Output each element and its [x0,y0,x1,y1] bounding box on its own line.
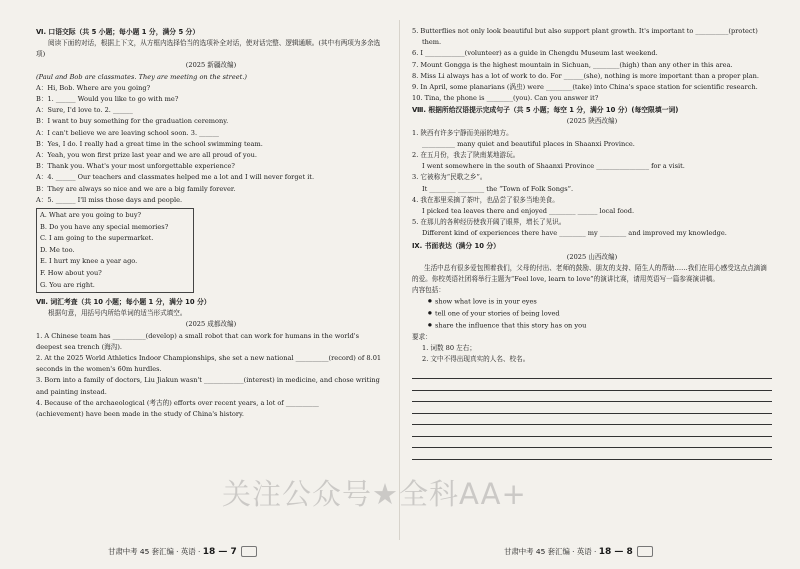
section-9-title: Ⅸ. 书面表达（满分 10 分） [412,241,500,250]
content-label: 内容包括： [412,286,445,295]
section-6-instructions: 阅读下面的对话，根据上下文，从方框内选择恰当的选项补全对话，使对话完整、逻辑通顺。(其中有两项为多余选项) [36,39,381,59]
question-10: 10. Tina, the phone is ________(you). Can you answer it? [412,94,599,103]
footer-title: 甘肃中考 45 套汇编 · 英语 · [108,546,201,556]
writing-line[interactable] [412,379,772,391]
section-8-title: Ⅷ. 根据所给汉语提示完成句子（共 5 小题；每空 1 分，满分 10 分）(每空限填一词) [412,106,679,115]
watermark-text: 关注公众号★全科AA+ [222,477,527,511]
section-7-title: Ⅶ. 词汇考查（共 10 小题；每小题 1 分，满分 10 分） [36,298,211,307]
section-6-title: Ⅵ. 口语交际（共 5 小题；每小题 1 分，满分 5 分） [36,28,200,36]
sentence-5-cn: 5. 在那儿的各种经历使我开阔了眼界，增长了见识。 [412,218,566,227]
question-4-cont: (achievement) have been made in the study of China's history. [36,410,244,419]
footer-title: 甘肃中考 45 套汇编 · 英语 · [504,546,597,556]
question-8: 8. Miss Li always has a lot of work to do. For ______(she), nothing is more important than a proper plan. [412,71,759,80]
dialogue-line: B：Thank you. What's your most unforgettable experience? [36,162,235,171]
dialogue-line: B：Yes, I do. I really had a great time in the school swimming team. [36,139,263,148]
option-item: E. I hurt my knee a year ago. [40,257,138,266]
writing-line[interactable] [412,425,772,437]
option-item: F. How about you? [40,269,102,278]
question-7: 7. Mount Gongga is the highest mountain in Sichuan, ________(high) than any other in this area. [412,60,733,69]
writing-line[interactable] [412,368,772,380]
requirement-2: 2. 文中不得出现真实的人名、校名。 [422,355,530,364]
requirement-1: 1. 词数 80 左右； [422,344,476,353]
dialogue-context: (Paul and Bob are classmates. They are meeting on the street.) [36,72,247,81]
right-footer [504,546,653,558]
question-1-cont: deepest sea trench (海沟). [36,342,123,351]
section-7-source: (2025 成都改编) [185,320,237,329]
seal-icon [637,546,653,557]
option-item: A. What are you going to buy? [40,211,142,220]
option-item: G. You are right. [40,280,95,289]
dialogue-line: A：Yeah, you won first prize last year and we are all proud of you. [36,151,257,160]
requirements-label: 要求： [412,332,432,341]
sentence-1-en: __________ many quiet and beautiful places in Shaanxi Province. [422,139,635,148]
question-5-cont: them. [422,38,442,47]
question-4: 4. Because of the archaeological (考古的) efforts over recent years, a lot of __________ [36,398,319,407]
content-bullet: ● tell one of your stories of being loved [412,308,772,320]
dialogue-line: B：They are always so nice and we are a big family forever. [36,184,236,193]
dialogue-line: A：4. ______ Our teachers and classmates helped me a lot and I will never forget it. [36,173,315,182]
options-box [36,208,194,293]
sentence-3-cn: 3. 它被称为“民歌之乡”。 [412,173,487,182]
dialogue-line: A：Hi, Bob. Where are you going? [36,83,151,92]
sentence-5-en: Different kind of experiences there have ________ my ________ and improved my knowledge. [422,229,727,238]
seal-icon [241,546,257,557]
writing-line[interactable] [412,391,772,403]
sentence-3-en: It ________ ________ the “Town of Folk Songs”. [422,184,574,193]
page-number: 18 — 7 [202,546,237,557]
section-8-source: (2025 陕西改编) [566,117,618,126]
section-6-source: (2025 新疆改编) [185,61,237,70]
page-number: 18 — 8 [598,546,633,557]
sentence-4-en: I picked tea leaves there and enjoyed ________ ______ local food. [422,207,635,216]
question-6: 6. I ____________(volunteer) as a guide in Chengdu Museum last weekend. [412,49,658,58]
question-2: 2. At the 2025 World Athletics Indoor Championships, she set a new national __________(record) of 8.01 [36,354,382,363]
writing-line[interactable] [412,414,772,426]
question-9: 9. In April, some planarians (涡虫) were ________(take) into China's space station for scientific research. [412,83,758,92]
question-2-cont: seconds in the women's 60m hurdles. [36,365,162,374]
writing-line[interactable] [412,437,772,449]
question-1: 1. A Chinese team has __________(develop) a small robot that can work for humans in the world's [36,331,359,340]
option-item: C. I am going to the supermarket. [40,234,154,243]
question-3-cont: and painting instead. [36,387,107,396]
content-bullet: ● share the influence that this story has on you [412,320,772,332]
writing-line[interactable] [412,448,772,460]
left-footer [108,546,257,558]
section-9-source: (2025 山西改编) [566,252,618,261]
writing-prompt: 生活中总有很多爱包围着我们，父母的付出、老师的鼓励、朋友的支持、陌生人的帮助……我们在用心感受这点点滴滴的爱。你校英语社团将举行主题为“Feel love, learn to love”的演讲比赛，请用英语写一篇参赛演讲稿。 [412,263,767,284]
dialogue-line: A：Sure, I'd love to. 2. ______ [36,106,133,115]
dialogue [36,83,386,206]
dialogue-line: A：I can't believe we are leaving school soon. 3. ______ [36,128,219,137]
option-item: B. Do you have any special memories? [40,222,169,231]
section-7-instructions: 根据句意，用括号内所给单词的适当形式填空。 [48,309,187,318]
option-item: D. Me too. [40,245,75,254]
dialogue-line: B：I want to buy something for the graduation ceremony. [36,117,229,126]
writing-line[interactable] [412,402,772,414]
sentence-4-cn: 4. 我在那里采摘了茶叶，也品尝了很多当地美食。 [412,195,559,204]
sentence-2-en: I went somewhere in the south of Shaanxi Province ________________ for a visit. [422,162,685,171]
question-5: 5. Butterflies not only look beautiful but also support plant growth. It's important to __________(protect) [412,27,758,35]
content-bullet: ● show what love is in your eyes [412,296,772,308]
question-3: 3. Born into a family of doctors, Liu Jiakun wasn't ____________(interest) in medicine, and chose writing [36,376,380,385]
sentence-2-cn: 2. 在五月份，我去了陕南某地游玩。 [412,151,520,160]
dialogue-line: B：1. ______ Would you like to go with me? [36,95,179,104]
dialogue-line: A：5. ______ I'll miss those days and people. [36,195,183,204]
sentence-1-cn: 1. 陕西有许多宁静而美丽的地方。 [412,128,513,137]
writing-area[interactable] [412,368,772,460]
